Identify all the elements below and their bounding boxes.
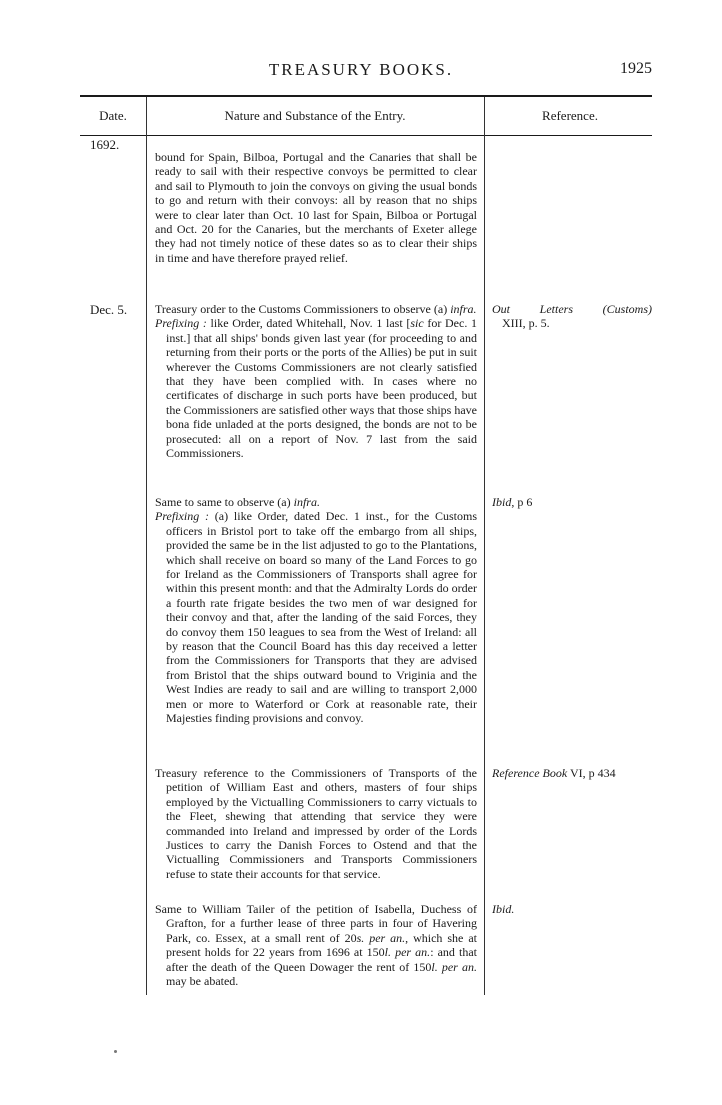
reference-book-page: VI, p 434 [569,766,616,780]
column-divider-date [146,97,147,995]
column-header-nature: Nature and Substance of the Entry. [224,108,406,123]
entry-text: bound for Spain, Bilboa, Portugal and the Canaries that shall be ready to sail with their respective convoys be permitted to clear and sail to Plymouth to join the convoys on giving the usual bonds to go and return with their convoys: all by reason that no ships were to clear later than Oct. 10 last for Spain, Bilboa or Portugal and Oct. 20 for the Canaries, but the merchants of Exeter allege they had not timely notice of these dates so as to clear their ships in time and have therefore prayed relief. [155,150,477,265]
reference-page: , p 6 [511,495,533,509]
running-title: TREASURY BOOKS. [268,60,454,79]
sic-mark: sic [410,316,424,331]
entry-heading-italic: infra. [450,302,477,316]
shillings-mark: s. [356,930,365,945]
reference-customs: (Customs) [602,302,652,316]
prefix-text: like Order, dated Whitehall, Nov. 1 last [ [210,316,411,331]
entry-grafton-lease [155,902,477,988]
prefix-label: Prefixing : [155,316,207,331]
margin-speck [114,1050,117,1053]
entry-date-year: 1692. [90,137,120,152]
pounds-mark: l. [384,945,391,960]
per-annum: per an. [441,959,478,974]
pounds-mark: l. [431,959,438,974]
entry-text: Treasury reference to the Commissioners of Transports of the petition of William East and others, masters of four ships employed by the Victualling Commissioners to carry victuals to the Fleet, shewing that attending that service they were commanded into Ireland and impressed by order of the Lords Justices to carry the Danish Forces to Ostend and that the Victualling Commissioners and Transports Commissioners refuse to state their accounts for that service. [155,766,477,881]
entry-heading [155,495,477,509]
entry-continuation [155,150,477,265]
header-bottom-rule [80,135,652,136]
page-number: 1925 [620,60,652,77]
reference-line [492,302,652,316]
text-part: , which she at present holds for 22 years from 1696 at 150 [166,930,477,960]
text-part: Same to William Tailer of the petition of Isabella, Duchess of Grafton, for a further lease of three parts in four of Havering Park, co. Essex, at a small rent of 20 [155,902,477,945]
entry-heading-text: Same to same to observe (a) [155,495,291,509]
reference-ibid-final [492,902,652,916]
reference-volume: XIII, p. 5. [502,316,550,331]
top-rule [80,95,652,97]
entry-heading-italic: infra. [293,495,320,509]
text-part: : and that after the death of the Queen Dowager the rent of 150 [166,945,478,974]
column-header-date: Date. [99,108,127,123]
entry-heading [155,302,477,316]
text-part: may be abated. [166,974,239,989]
entry-text [155,902,477,988]
entry-prefix [155,509,477,725]
reference-out-letters [492,302,652,331]
prefix-text: (a) like Order, dated Dec. 1 inst., for the Customs officers in Bristol port to take off the embargo from all ships, provided the same be in the list adjusted to go to the Plantations, which shall receive on board so many of the Land Forces to go for Ireland as the Commissioners of Transports shall agree for within this present month: and that the Admiralty Lords do order a fourth rate frigate besides the two men of war designed for their convoy and that, after the landing of the said Forces, they do convoy them 150 leagues to sea from the West of Ireland: all by reason that the Council Board has this day received a letter from the Commissioners for Transports that they are advised from Bristol that the ships outward bound to Vriginia and the West Indies are ready to sail and are willing to transport 2,000 men or more to Waterford or Cork at reasonable rate, their Majesties finding provisions and convoy. [166,509,478,726]
reference-letters: Letters [539,302,573,316]
per-annum: per an. [369,930,406,945]
per-annum: per an. [395,945,431,960]
entry-prefix [155,316,477,460]
entry-bristol-order [155,495,477,726]
entry-transports-reference [155,766,477,881]
column-divider-reference [484,97,485,995]
column-header-reference: Reference. [542,108,598,123]
reference-ibid: Ibid. [492,902,515,916]
reference-ibid: Ibid [492,495,512,509]
entry-customs-order [155,302,477,460]
entry-date: Dec. 5. [90,302,128,317]
reference-out: Out [492,302,510,316]
reference-book-title: Reference Book [492,766,568,780]
prefix-rest: for Dec. 1 inst.] that all ships' bonds given last year (for proceeding to and returning from their ports or the ports of the Allies) be put in suit wherever the Customs Commissioners are not clearly satisfied that they have been complied with. In cases where no certificates of discharge in such ports have been produced, but the Commissioners are satisfied other ways that those ships have bona fide unladed at the ports designed, the bonds are not to be prosecuted: all on a report of Nov. 7 last from the said Commissioners. [166,316,477,461]
reference-book [492,766,652,780]
reference-ibid-p6 [492,495,652,509]
prefix-label: Prefixing : [155,509,209,524]
entry-heading-text: Treasury order to the Customs Commissioners to observe (a) [155,302,448,316]
